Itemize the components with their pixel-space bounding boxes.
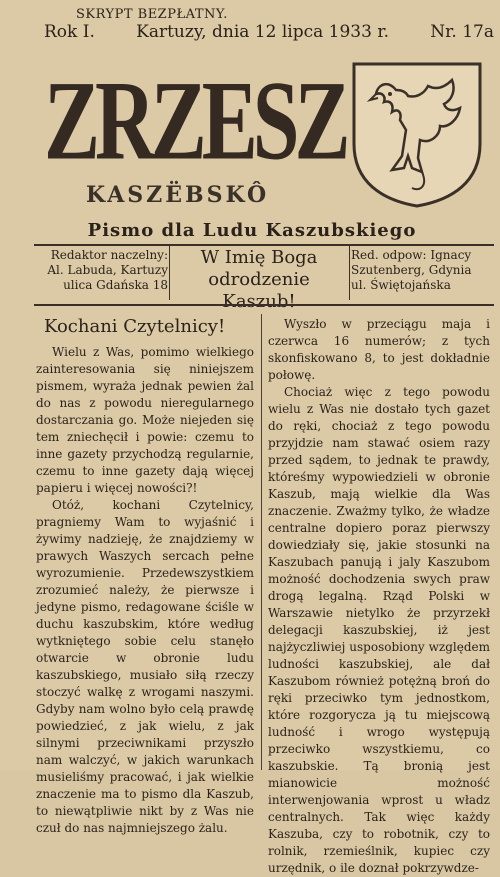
griffin-crest-icon bbox=[348, 60, 486, 208]
article-column-right bbox=[268, 316, 490, 877]
article-paragraph: Otóż, kochani Czytelnicy, pragniemy Wam to wyjaśnić i żywimy nadzieję, że znajdziemy w prawych Waszych sercach pełne wyrozumienie. Przedewszystkiem zrozumieć należy, że pierwsze i jedyne pismo, redagowane ściśle w duchu kaszubskim, które według wytkniętego sobie celu stanęło otwarcie w obronie ludu kaszubskiego, musiało siłą rzeczy stoczyć walkę z wrogami naszymi. Gdyby nam wolno było celą prawdę powiedzieć, z jak wielu, z jak silnymi przeciwnikami przyszło nam walczyć, w jakich warunkach musieliśmy pracować, i jak wielkie znaczenie ma to pismo dla Kaszub, to niewątpliwie nikt by z Was nie czuł do nas najmniejszego żalu. bbox=[36, 498, 254, 835]
editor-line: Redaktor naczelny: bbox=[50, 248, 168, 262]
info-divider bbox=[349, 246, 350, 300]
issue-line bbox=[44, 22, 494, 42]
motto-line: odrodzenie Kaszub! bbox=[208, 269, 310, 312]
masthead-subtitle: KASZËBSKÔ bbox=[86, 182, 270, 208]
editor-line: ulica Gdańska 18 bbox=[63, 278, 168, 292]
editor-line: Al. Labuda, Kartuzy bbox=[47, 263, 168, 277]
article-paragraph: Wyszło w przeciągu maja i czerwca 16 numerów; z tych skonfiskowano 8, to jest dokładnie połowę. bbox=[268, 317, 490, 382]
editor-info bbox=[36, 248, 168, 293]
rule-bottom bbox=[34, 304, 494, 306]
article-paragraph: Wielu z Was, pomimo wielkiego zainteresowania się niniejszem pismem, wyraża jednak pewien żal do nas z powodu nieregularnego dostarczania go. Może niejeden się tem zniechęcił i powie: czemu to inne gazety przychodzą regularnie, czemu to inne gazety dają więcej papieru i więcej nowości?! bbox=[36, 345, 254, 495]
managing-editor-info bbox=[351, 248, 494, 293]
column-divider bbox=[261, 314, 262, 770]
managing-editor-line: Red. odpow: Ignacy bbox=[351, 248, 472, 262]
masthead bbox=[38, 56, 346, 185]
free-note: SKRYPT BEZPŁATNY. bbox=[76, 7, 228, 22]
masthead-title: ZRZESZ bbox=[44, 58, 346, 185]
slogan: Pismo dla Ludu Kaszubskiego bbox=[87, 220, 417, 241]
article-column-left bbox=[36, 316, 254, 837]
issue-place-date: Kartuzy, dnia 12 lipca 1933 r. bbox=[136, 22, 389, 42]
issue-number: Nr. 17a bbox=[430, 22, 494, 42]
article-paragraph: Chociaż więc z tego powodu wielu z Was nie dostało tych gazet do ręki, chociaż z tego powodu przyjdzie nam stawać osiem razy przed sądem, to jednak te prawdy, któreśmy wypowiedzieli w obronie Kaszub, mają wielkie dla Was znaczenie. Zważmy tylko, że władze centralne dopiero poraz pierwszy dowiedziały się, jakie stosunki na Kaszubach panują i jaly Kaszubom możność dochodzenia swych praw drogą legalną. Rząd Polski w Warszawie nietylko że przyrzekł delegacji kaszubskiej, iż jest najżyczliwiej usposobiony względem ludności kaszubskiej, ale dał Kaszubom również potężną broń do ręki przeciwko tym jednostkom, które rozgorycza ją tu miejscową ludność i wrogo występują przeciwko wszystkiemu, co kaszubskie. Tą bronią jest mianowicie możność interwenjowania wprost u władz centralnych. Tak więc każdy Kaszuba, czy to robotnik, czy to rolnik, rzemieślnik, kupiec czy urzędnik, o ile doznał pokrzywdze- bbox=[268, 385, 490, 875]
motto-line: W Imię Boga bbox=[200, 247, 318, 268]
rule-top bbox=[34, 244, 494, 246]
issue-year: Rok I. bbox=[44, 22, 95, 42]
article-greeting: Kochani Czytelnicy! bbox=[44, 316, 226, 337]
managing-editor-line: ul. Świętojańska bbox=[351, 278, 451, 292]
managing-editor-line: Szutenberg, Gdynia bbox=[351, 263, 472, 277]
